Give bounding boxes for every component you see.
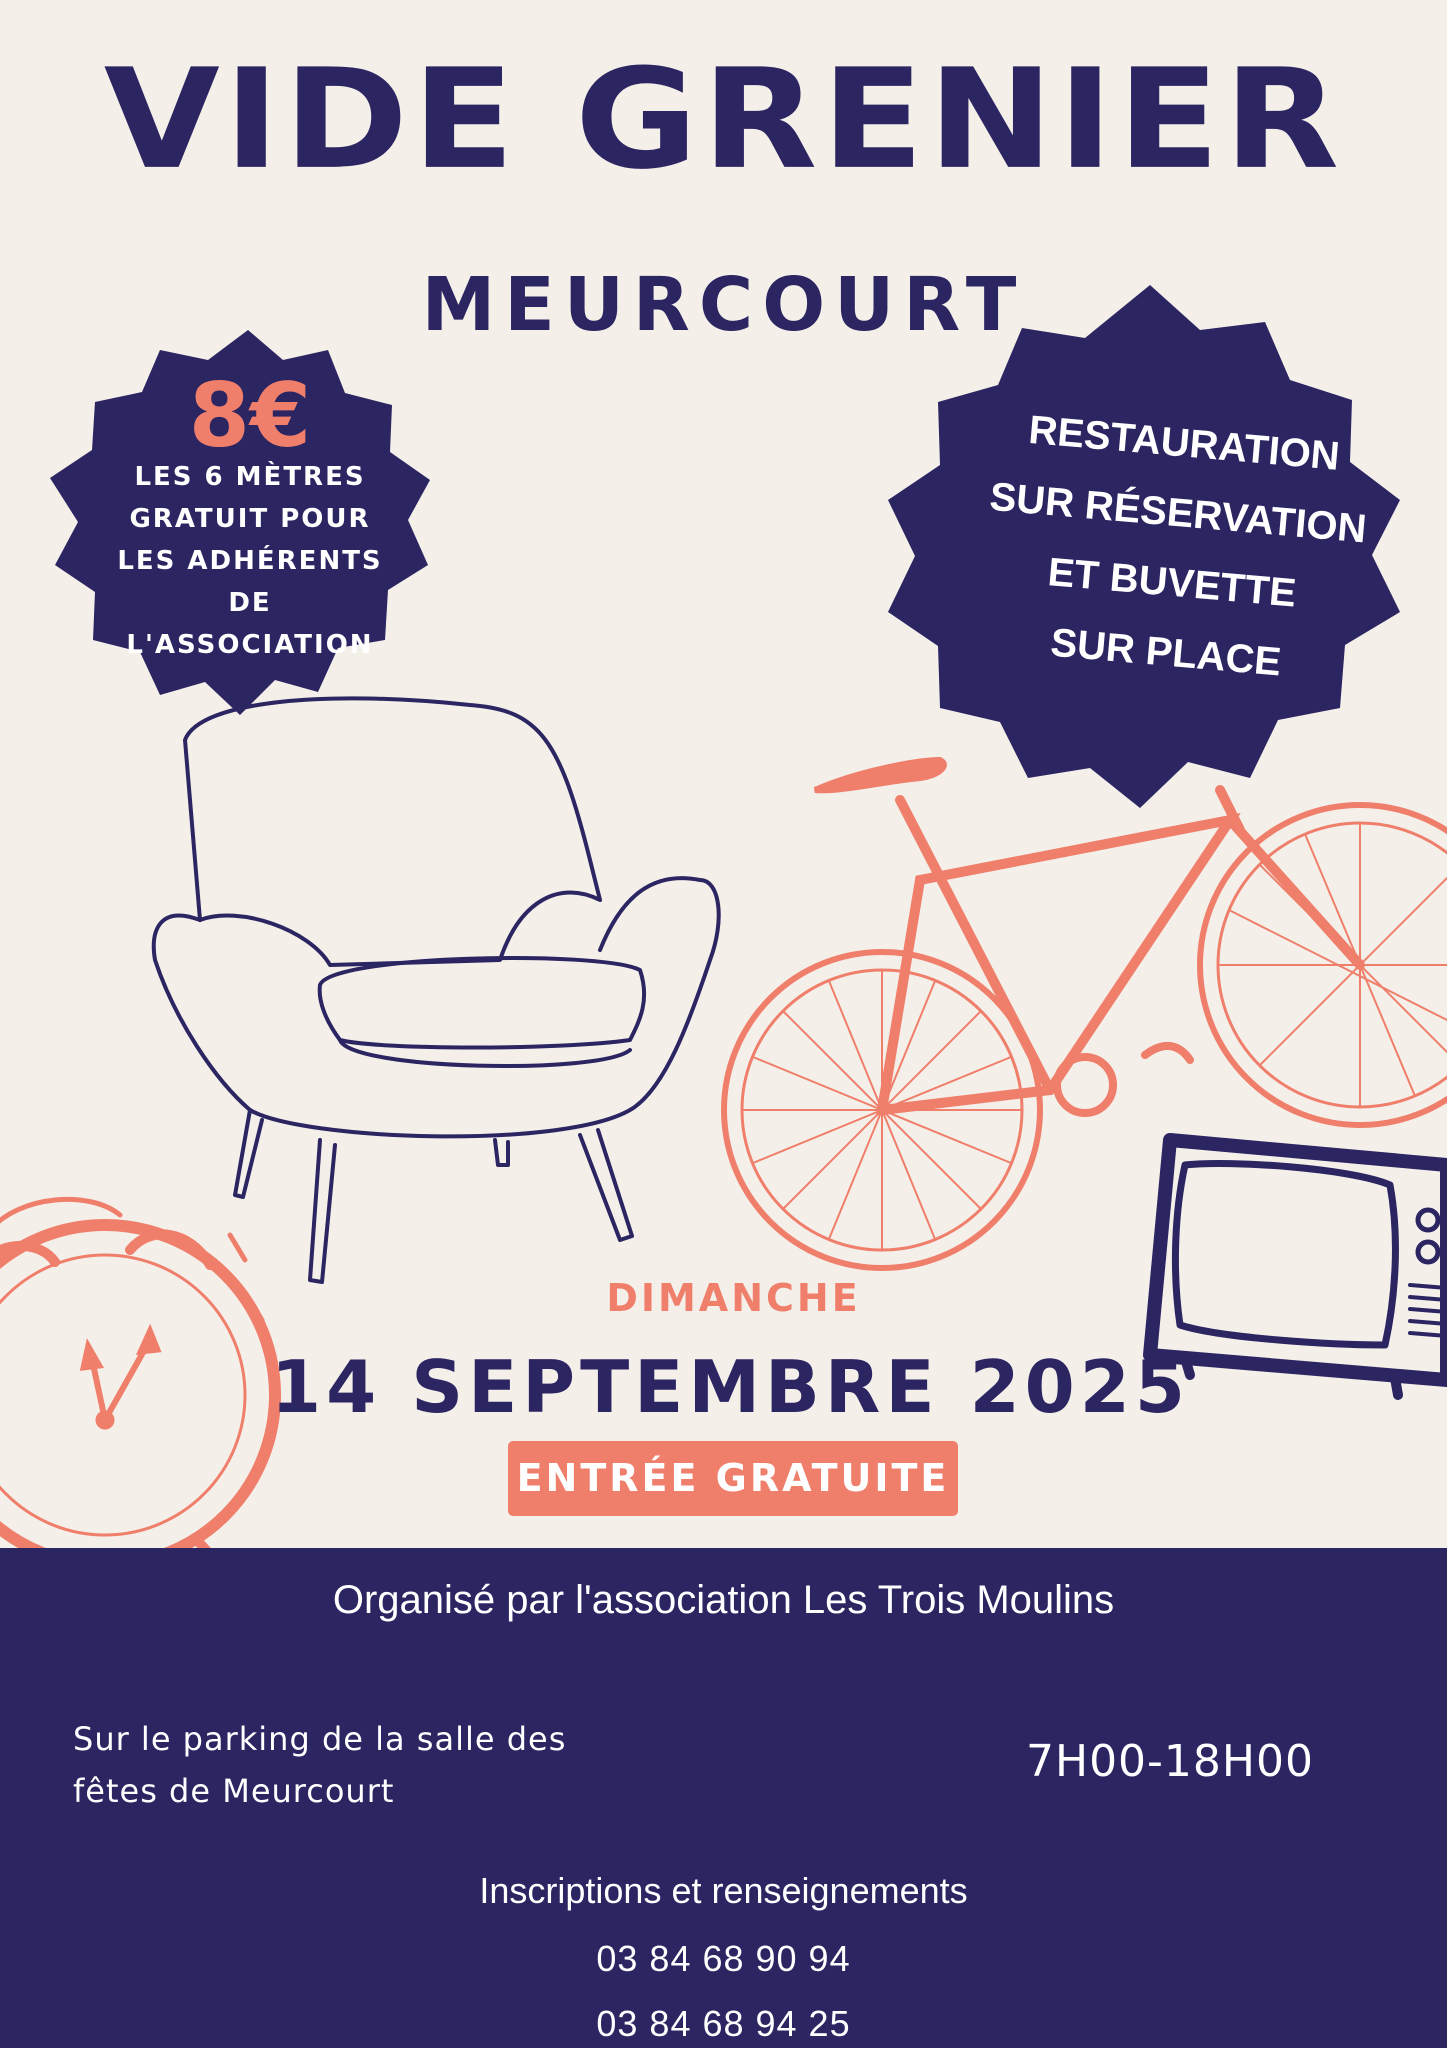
price-value: 8€ bbox=[188, 364, 312, 467]
info-label: Inscriptions et renseignements bbox=[479, 1870, 968, 1911]
food-badge-text bbox=[954, 390, 1397, 706]
location-line: Sur le parking de la salle des bbox=[73, 1720, 567, 1758]
location-line: fêtes de Meurcourt bbox=[73, 1772, 395, 1810]
price-badge-text bbox=[70, 364, 430, 666]
badge-left-line: LES ADHÉRENTS bbox=[117, 546, 383, 576]
phone-number: 03 84 68 94 25 bbox=[596, 2003, 851, 2044]
badge-left-line: LES 6 MÈTRES bbox=[134, 462, 366, 492]
free-entry-badge: ENTRÉE GRATUITE bbox=[508, 1441, 958, 1516]
badge-right-line: SUR PLACE bbox=[1048, 620, 1283, 685]
bicycle-illustration bbox=[724, 760, 1447, 1268]
page-title: VIDE GRENIER bbox=[103, 39, 1344, 201]
badge-right-line: RESTAURATION bbox=[1026, 407, 1342, 479]
location-text bbox=[73, 1713, 713, 1817]
badge-left-line: GRATUIT POUR bbox=[129, 504, 371, 534]
opening-hours: 7H00-18H00 bbox=[1025, 1736, 1314, 1787]
badge-right-line: ET BUVETTE bbox=[1046, 550, 1298, 616]
badge-left-line: L'ASSOCIATION bbox=[126, 630, 374, 660]
event-date: 14 SEPTEMBRE 2025 bbox=[271, 1345, 1190, 1429]
footer-panel bbox=[0, 1548, 1447, 2048]
badge-left-line: DE bbox=[228, 588, 272, 618]
badge-right-line: SUR RÉSERVATION bbox=[987, 474, 1369, 552]
armchair-illustration bbox=[154, 698, 719, 1282]
organizer-text: Organisé par l'association Les Trois Moulins bbox=[332, 1578, 1115, 1622]
phone-number: 03 84 68 90 94 bbox=[596, 1938, 851, 1979]
event-day: DIMANCHE bbox=[606, 1276, 861, 1320]
town-name: MEURCOURT bbox=[421, 262, 1026, 348]
